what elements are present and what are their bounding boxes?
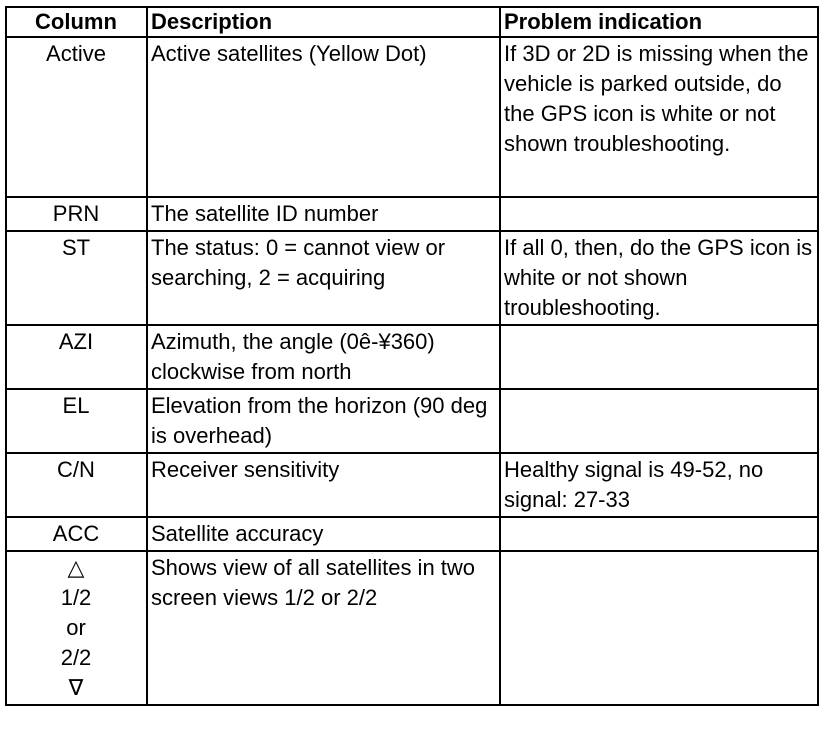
cell-problem-indication: Healthy signal is 49-52, no signal: 27-33 — [500, 453, 818, 517]
up-triangle-icon: △ — [67, 555, 85, 580]
page-one-label: 1/2 — [60, 585, 92, 610]
table-row-azi — [6, 325, 818, 389]
header-column: Column — [6, 7, 147, 37]
cell-problem-indication — [500, 197, 818, 231]
cell-description: Satellite accuracy — [147, 517, 500, 551]
cell-description: Elevation from the horizon (90 deg is overhead) — [147, 389, 500, 453]
page-two-label: 2/2 — [60, 645, 92, 670]
table-row-st — [6, 231, 818, 325]
header-row — [6, 7, 818, 37]
gps-diagnostics-table — [5, 6, 819, 706]
down-triangle-icon: ∇ — [68, 675, 84, 700]
table-row-screen-views — [6, 551, 818, 705]
cell-problem-indication: If 3D or 2D is missing when the vehicle is parked outside, do the GPS icon is white or not shown troubleshooting. — [500, 37, 818, 197]
or-label: or — [66, 615, 86, 640]
header-description: Description — [147, 7, 500, 37]
cell-description: Receiver sensitivity — [147, 453, 500, 517]
cell-column-name: C/N — [6, 453, 147, 517]
table-row-active — [6, 37, 818, 197]
table-row-cn — [6, 453, 818, 517]
cell-description: The satellite ID number — [147, 197, 500, 231]
cell-description: Shows view of all satellites in two screen views 1/2 or 2/2 — [147, 551, 500, 705]
cell-problem-indication: If all 0, then, do the GPS icon is white or not shown troubleshooting. — [500, 231, 818, 325]
cell-column-name: Active — [6, 37, 147, 197]
cell-description: The status: 0 = cannot view or searching, 2 = acquiring — [147, 231, 500, 325]
table-header — [6, 7, 818, 37]
cell-problem-indication — [500, 551, 818, 705]
cell-problem-indication — [500, 389, 818, 453]
table-row-acc — [6, 517, 818, 551]
header-problem-indication: Problem indication — [500, 7, 818, 37]
cell-column-name: ACC — [6, 517, 147, 551]
table-row-el — [6, 389, 818, 453]
cell-problem-indication — [500, 325, 818, 389]
gps-diagnostics-table-container — [5, 6, 819, 706]
cell-column-name: ST — [6, 231, 147, 325]
cell-description: Active satellites (Yellow Dot) — [147, 37, 500, 197]
cell-column-name — [6, 551, 147, 705]
table-row-prn — [6, 197, 818, 231]
cell-description: Azimuth, the angle (0ê-¥360) clockwise from north — [147, 325, 500, 389]
cell-problem-indication — [500, 517, 818, 551]
cell-column-name: AZI — [6, 325, 147, 389]
cell-column-name: EL — [6, 389, 147, 453]
table-body — [6, 37, 818, 705]
cell-column-name: PRN — [6, 197, 147, 231]
